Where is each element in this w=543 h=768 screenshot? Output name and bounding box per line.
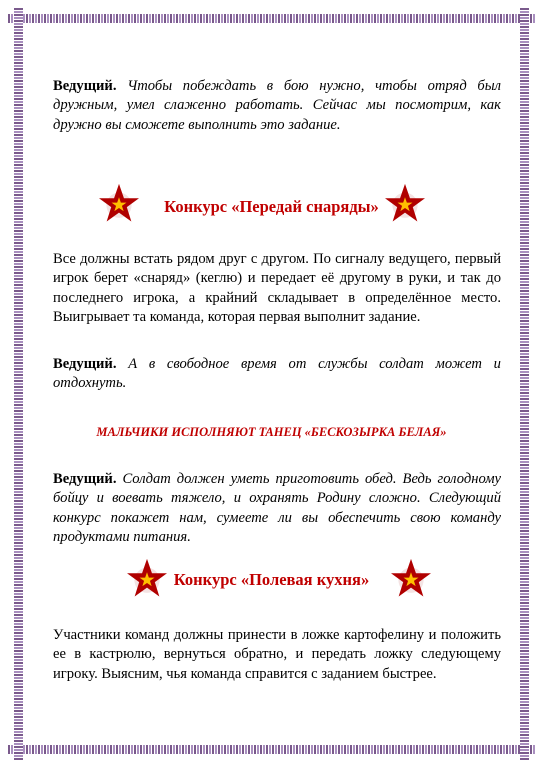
red-star-icon: [384, 183, 426, 225]
heading-1: Конкурс «Передай снаряды»: [164, 197, 379, 216]
paragraph-contest-rules-2: [53, 626, 501, 684]
speaker-label: Ведущий.: [53, 78, 117, 94]
heading-row-1: [0, 183, 543, 227]
paragraph-host-rest: [53, 355, 501, 394]
heading-row-2: [0, 558, 543, 602]
host-speech: Солдат должен уметь приготовить обед. Ведь голодному бойцу и воевать тяжело, и охранять Родину сложно. Следующий конкурс покажет нам, сумеете ли вы обеспечить свою команду продуктами питания.: [53, 471, 501, 546]
paragraph-host-kitchen: [53, 470, 501, 548]
heading-2: Конкурс «Полевая кухня»: [173, 570, 370, 589]
paragraph-contest-rules-1: [53, 250, 501, 328]
red-star-icon: [390, 558, 432, 600]
border-top: [8, 14, 535, 23]
border-right: [520, 8, 529, 760]
border-bottom: [8, 745, 535, 754]
host-speech: А в свободное время от службы солдат может и отдохнуть.: [53, 356, 501, 392]
speaker-label: Ведущий.: [53, 471, 117, 487]
announcement: МАЛЬЧИКИ ИСПОЛНЯЮТ ТАНЕЦ «БЕСКОЗЫРКА БЕЛАЯ»: [96, 425, 447, 439]
speaker-label: Ведущий.: [53, 356, 117, 372]
border-left: [14, 8, 23, 760]
rules-text: Участники команд должны принести в ложке картофелину и положить ее в кастрюлю, вернуться обратно, и передать ложку следующему игроку. Выясним, чья команда справится с заданием быстрее.: [53, 627, 501, 682]
rules-text: Все должны встать рядом друг с другом. По сигналу ведущего, первый игрок берет «снаряд» (кеглю) и передает её другому в руки, и так до последнего игрока, а крайний складывает в определённое место. Выигрывает та команда, которая первая выполнит задание.: [53, 251, 501, 326]
paragraph-host-intro: [53, 77, 501, 135]
host-speech: Чтобы побеждать в бою нужно, чтобы отряд был дружным, умел слаженно работать. Сейчас мы посмотрим, как дружно вы сможете выполнить это задание.: [53, 78, 501, 133]
